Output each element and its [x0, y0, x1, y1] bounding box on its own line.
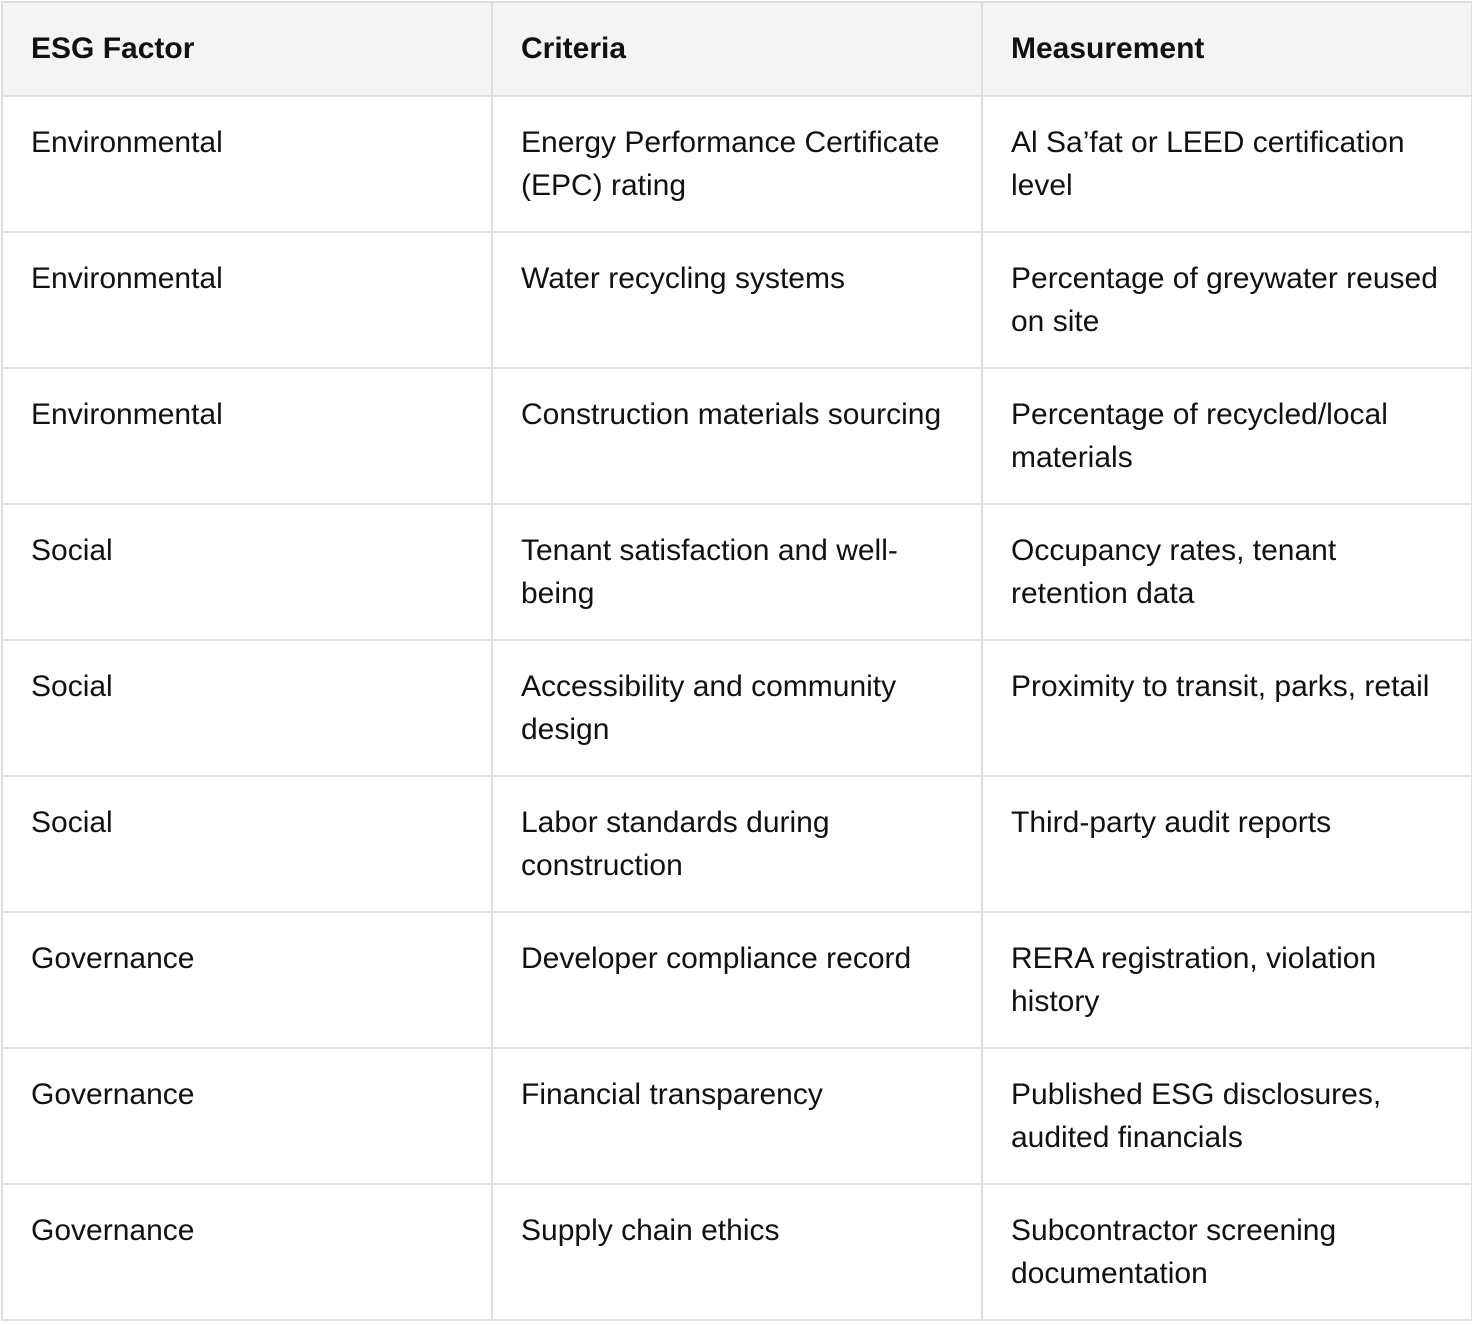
column-header-esg-factor: ESG Factor [2, 2, 492, 96]
header-row [2, 2, 1472, 96]
cell-measurement: RERA registration, violation history [982, 912, 1472, 1048]
cell-criteria: Developer compliance record [492, 912, 982, 1048]
cell-criteria: Water recycling systems [492, 232, 982, 368]
table-row [2, 640, 1472, 776]
cell-criteria: Tenant satisfaction and well-being [492, 504, 982, 640]
table-body [2, 96, 1472, 1320]
esg-criteria-table [1, 1, 1472, 1321]
column-header-criteria: Criteria [492, 2, 982, 96]
table-row [2, 912, 1472, 1048]
cell-esg-factor: Social [2, 504, 492, 640]
table-row [2, 1184, 1472, 1320]
cell-criteria: Supply chain ethics [492, 1184, 982, 1320]
table-row [2, 776, 1472, 912]
cell-criteria: Financial transparency [492, 1048, 982, 1184]
cell-measurement: Percentage of recycled/local materials [982, 368, 1472, 504]
cell-criteria: Labor standards during construction [492, 776, 982, 912]
cell-measurement: Occupancy rates, tenant retention data [982, 504, 1472, 640]
cell-esg-factor: Environmental [2, 368, 492, 504]
cell-esg-factor: Governance [2, 1048, 492, 1184]
cell-criteria: Accessibility and community design [492, 640, 982, 776]
cell-measurement: Third-party audit reports [982, 776, 1472, 912]
cell-esg-factor: Environmental [2, 232, 492, 368]
column-header-measurement: Measurement [982, 2, 1472, 96]
table-row [2, 504, 1472, 640]
table-header [2, 2, 1472, 96]
cell-measurement: Published ESG disclosures, audited financials [982, 1048, 1472, 1184]
cell-esg-factor: Governance [2, 1184, 492, 1320]
cell-esg-factor: Social [2, 640, 492, 776]
table-row [2, 96, 1472, 232]
table-row [2, 232, 1472, 368]
cell-measurement: Subcontractor screening documentation [982, 1184, 1472, 1320]
cell-measurement: Proximity to transit, parks, retail [982, 640, 1472, 776]
cell-esg-factor: Governance [2, 912, 492, 1048]
table-row [2, 368, 1472, 504]
cell-measurement: Percentage of greywater reused on site [982, 232, 1472, 368]
cell-criteria: Energy Performance Certificate (EPC) rating [492, 96, 982, 232]
table-row [2, 1048, 1472, 1184]
cell-esg-factor: Environmental [2, 96, 492, 232]
cell-criteria: Construction materials sourcing [492, 368, 982, 504]
cell-esg-factor: Social [2, 776, 492, 912]
cell-measurement: Al Sa’fat or LEED certification level [982, 96, 1472, 232]
